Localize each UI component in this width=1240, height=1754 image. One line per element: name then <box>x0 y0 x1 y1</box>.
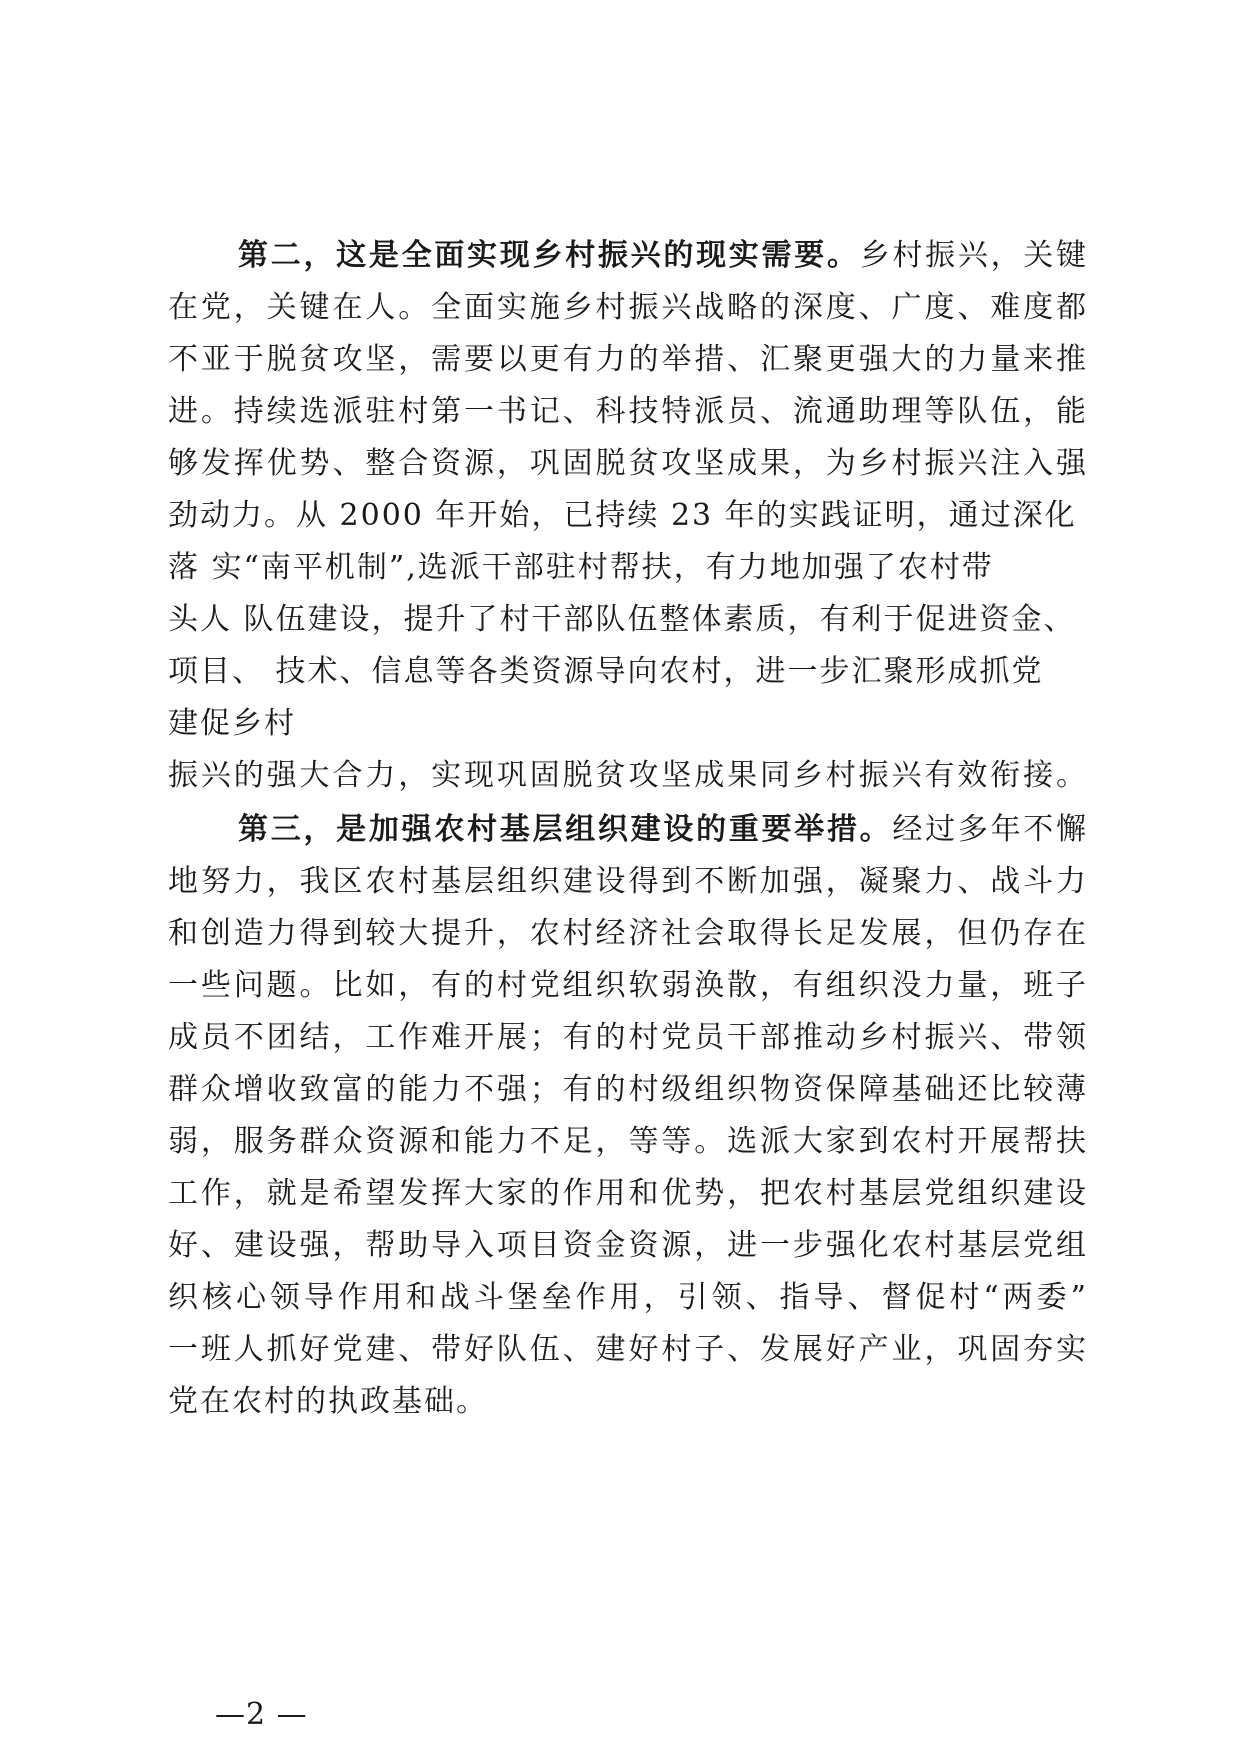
paragraph-2-line: 建促乡村 <box>168 706 296 741</box>
paragraph-3-line: 织核心领导作用和战斗堡垒作用，引领、指导、督促村“两委” <box>168 1280 1088 1315</box>
paragraph-2-line: 振兴的强大合力，实现巩固脱贫攻坚成果同乡村振兴有效衔接。 <box>168 758 1088 793</box>
paragraph-3-line: 一些问题。比如，有的村党组织软弱涣散，有组织没力量，班子 <box>168 968 1088 1003</box>
paragraph-2-line-1 <box>168 235 1088 277</box>
paragraph-3-line: 党在农村的执政基础。 <box>168 1384 488 1419</box>
paragraph-3-line: 好、建设强，帮助导入项目资金资源，进一步强化农村基层党组 <box>168 1228 1088 1263</box>
paragraph-2-heading: 第二，这是全面实现乡村振兴的现实需要。 <box>238 238 860 273</box>
paragraph-3-line: 成员不团结，工作难开展；有的村党员干部推动乡村振兴、带领 <box>168 1020 1088 1055</box>
paragraph-3-line: 弱，服务群众资源和能力不足，等等。选派大家到农村开展帮扶 <box>168 1124 1088 1159</box>
paragraph-2-line: 在党，关键在人。全面实施乡村振兴战略的深度、广度、难度都 <box>168 290 1088 325</box>
page-number: —2 — <box>215 1697 308 1732</box>
paragraph-2-line: 项目、 技术、信息等各类资源导向农村，进一步汇聚形成抓党 <box>168 654 1044 689</box>
paragraph-3-line: 工作，就是希望发挥大家的作用和优势，把农村基层党组织建设 <box>168 1176 1088 1211</box>
paragraph-2-line: 进。持续选派驻村第一书记、科技特派员、流通助理等队伍，能 <box>168 394 1088 429</box>
paragraph-2-line: 够发挥优势、整合资源，巩固脱贫攻坚成果，为乡村振兴注入强 <box>168 446 1088 481</box>
paragraph-3-line-1-text: 经过多年不懈 <box>892 812 1089 847</box>
paragraph-3-heading: 第三，是加强农村基层组织建设的重要举措。 <box>238 812 893 847</box>
paragraph-2-line: 劲动力。从 2000 年开始，已持续 23 年的实践证明，通过深化 <box>168 498 1077 533</box>
paragraph-3-line: 和创造力得到较大提升，农村经济社会取得长足发展，但仍存在 <box>168 916 1088 951</box>
paragraph-3-line-1 <box>168 809 1088 851</box>
paragraph-3-line: 一班人抓好党建、带好队伍、建好村子、发展好产业，巩固夯实 <box>168 1332 1088 1367</box>
paragraph-3-line: 群众增收致富的能力不强；有的村级组织物资保障基础还比较薄 <box>168 1072 1088 1107</box>
paragraph-3-line: 地努力，我区农村基层组织建设得到不断加强，凝聚力、战斗力 <box>168 864 1088 899</box>
paragraph-2-line: 落 实“南平机制”,选派干部驻村帮扶，有力地加强了农村带 <box>168 550 994 585</box>
paragraph-2-line: 头人 队伍建设，提升了村干部队伍整体素质，有利于促进资金、 <box>168 602 1076 637</box>
paragraph-2-line: 不亚于脱贫攻坚，需要以更有力的举措、汇聚更强大的力量来推 <box>168 342 1088 377</box>
paragraph-2-line-1-text: 乡村振兴，关键 <box>859 238 1089 273</box>
